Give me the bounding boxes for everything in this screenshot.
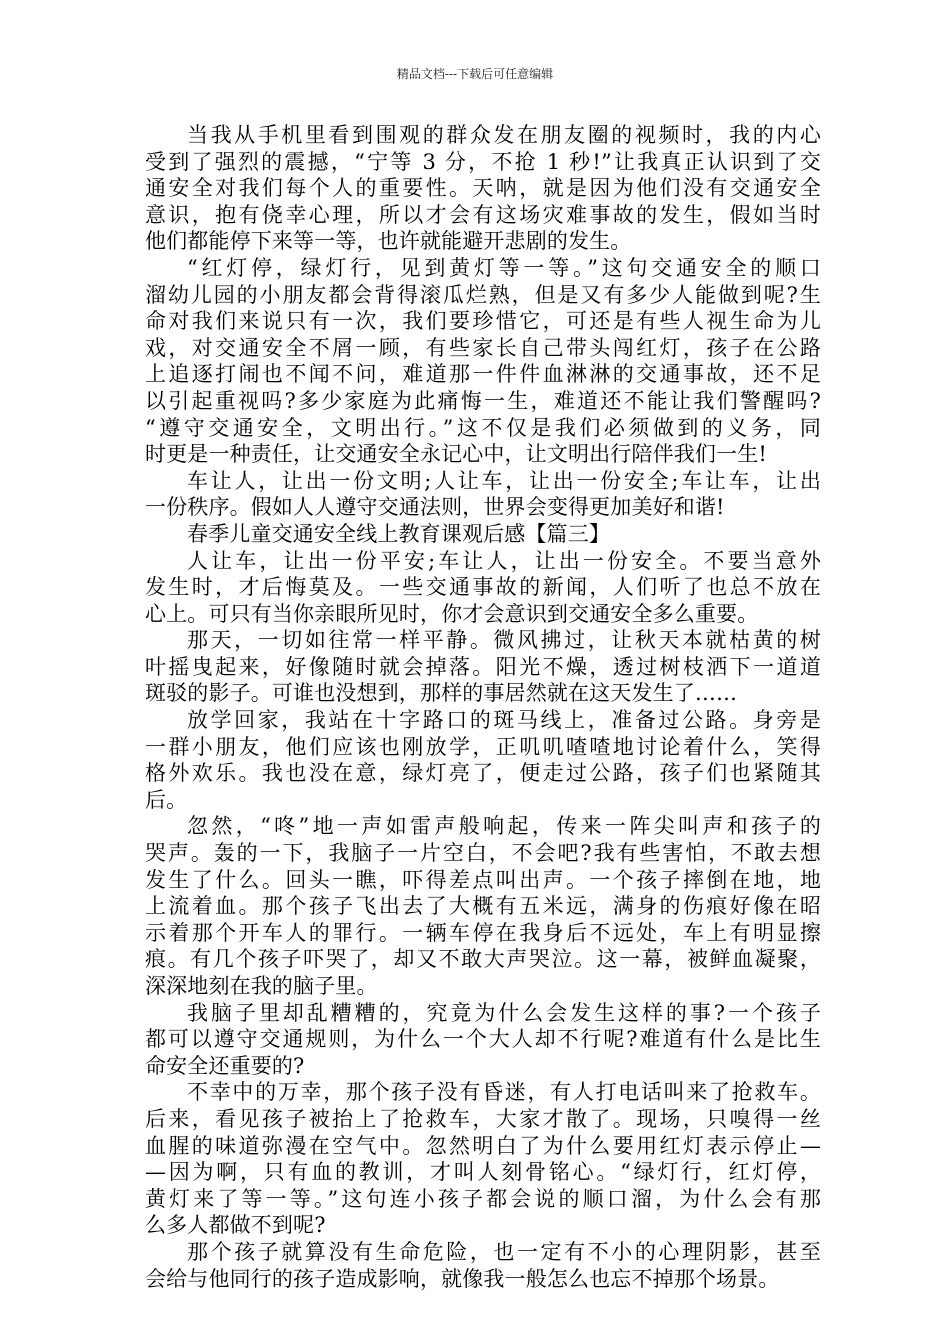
paragraph [145,548,821,628]
text-line: —因为啊，只有血的教训，才叫人刻骨铭心。“绿灯行，红灯停， [145,1160,821,1185]
text-line: 车让人，让出一份文明;人让车，让出一份安全;车让车，让出 [187,468,821,493]
text-line: 会给与他同行的孩子造成影响，就像我一般怎么也忘不掉那个场景。 [145,1266,780,1291]
text-line: 深深地刻在我的脑子里。 [145,974,378,998]
text-line: 心上。可只有当你亲眼所见时，你才会意识到交通安全多么重要。 [145,601,759,626]
text-line: 那天，一切如往常一样平静。微风拂过，让秋天本就枯黄的树 [187,628,821,653]
document-body [145,122,821,1292]
text-line: 血腥的味道弥漫在空气中。忽然明白了为什么要用红灯表示停止— [145,1133,821,1158]
paragraph [145,1079,821,1239]
text-line: 我脑子里却乱糟糟的，究竟为什么会发生这样的事?一个孩子 [187,1000,821,1025]
text-line: 格外欢乐。我也没在意，绿灯亮了，便走过公路，孩子们也紧随其 [145,761,821,786]
paragraph [145,122,821,255]
text-line: 命对我们来说只有一次，我们要珍惜它，可还是有些人视生命为儿 [145,309,821,334]
paragraph [145,255,821,468]
text-line: 春季儿童交通安全线上教育课观后感【篇三】 [187,521,610,546]
text-line: 不幸中的万幸，那个孩子没有昏迷，有人打电话叫来了抢救车。 [187,1080,821,1105]
text-line: 他们都能停下来等一等，也许就能避开悲剧的发生。 [145,229,632,254]
text-line: 都可以遵守交通规则，为什么一个大人却不行呢?难道有什么是比生 [145,1027,821,1052]
text-line: 发生时，才后悔莫及。一些交通事故的新闻，人们听了也总不放在 [145,575,821,600]
text-line: 上流着血。那个孩子飞出去了大概有五米远，满身的伤痕好像在昭 [145,894,821,919]
text-line: 时更是一种责任，让交通安全永记心中，让文明出行陪伴我们一生! [145,442,767,467]
text-line: “遵守交通安全，文明出行。”这不仅是我们必须做到的义务，同 [145,415,821,440]
paragraph [145,707,821,813]
text-line: 意识，抱有侥幸心理，所以才会有这场灾难事故的发生，假如当时 [145,202,821,227]
text-line: 当我从手机里看到围观的群众发在朋友圈的视频时，我的内心 [187,123,821,147]
text-line: 戏，对交通安全不屑一顾，有些家长自己带头闯红灯，孩子在公路 [145,335,821,360]
paragraph [145,627,821,707]
text-line: 那个孩子就算没有生命危险，也一定有不小的心理阴影，甚至 [187,1239,821,1264]
paragraph [145,1239,821,1292]
text-line: 命安全还重要的? [145,1053,305,1078]
text-line: 么多人都做不到呢? [145,1213,326,1238]
paragraph [145,1000,821,1080]
paragraph [145,813,821,999]
text-line: 溜幼儿园的小朋友都会背得滚瓜烂熟，但是又有多少人能做到呢?生 [145,282,821,307]
page-header: 精品文档---下载后可任意编辑 [396,67,554,81]
text-line: 以引起重视吗?多少家庭为此痛悔一生，难道还不能让我们警醒吗? [145,388,821,413]
text-line: 斑驳的影子。可谁也没想到，那样的事居然就在这天发生了…… [145,681,738,706]
text-line: 黄灯来了等一等。”这句连小孩子都会说的顺口溜，为什么会有那 [145,1186,821,1211]
paragraph [145,468,821,521]
text-line: 后。 [145,787,188,812]
text-line: 上追逐打闹也不闻不问，难道那一件件血淋淋的交通事故，还不足 [145,362,821,387]
text-line: 发生了什么。回头一瞧，吓得差点叫出声。一个孩子摔倒在地，地 [145,867,821,892]
text-line: 受到了强烈的震撼，“宁等 3 分，不抢 1 秒!”让我真正认识到了交 [145,149,821,174]
text-line: 后来，看见孩子被抬上了抢救车，大家才散了。现场，只嗅得一丝 [145,1106,821,1131]
paragraph [145,521,821,548]
text-line: 忽然，“咚”地一声如雷声般响起，传来一阵尖叫声和孩子的 [187,814,821,839]
text-line: “红灯停，绿灯行，见到黄灯等一等。”这句交通安全的顺口 [187,255,821,280]
text-line: 示着那个开车人的罪行。一辆车停在我身后不远处，车上有明显擦 [145,920,821,945]
text-line: 一份秩序。假如人人遵守交通法则，世界会变得更加美好和谐! [145,495,725,520]
text-line: 一群小朋友，他们应该也刚放学，正叽叽喳喳地讨论着什么，笑得 [145,734,821,759]
text-line: 叶摇曳起来，好像随时就会掉落。阳光不燥，透过树枝洒下一道道 [145,654,821,679]
text-line: 人让车，让出一份平安;车让人，让出一份安全。不要当意外 [187,548,821,573]
text-line: 放学回家，我站在十字路口的斑马线上，准备过公路。身旁是 [187,708,821,733]
text-line: 哭声。轰的一下，我脑子一片空白，不会吧?我有些害怕，不敢去想 [145,841,821,866]
text-line: 通安全对我们每个人的重要性。天呐，就是因为他们没有交通安全 [145,176,821,201]
text-line: 痕。有几个孩子吓哭了，却又不敢大声哭泣。这一幕，被鲜血凝聚， [145,947,821,972]
